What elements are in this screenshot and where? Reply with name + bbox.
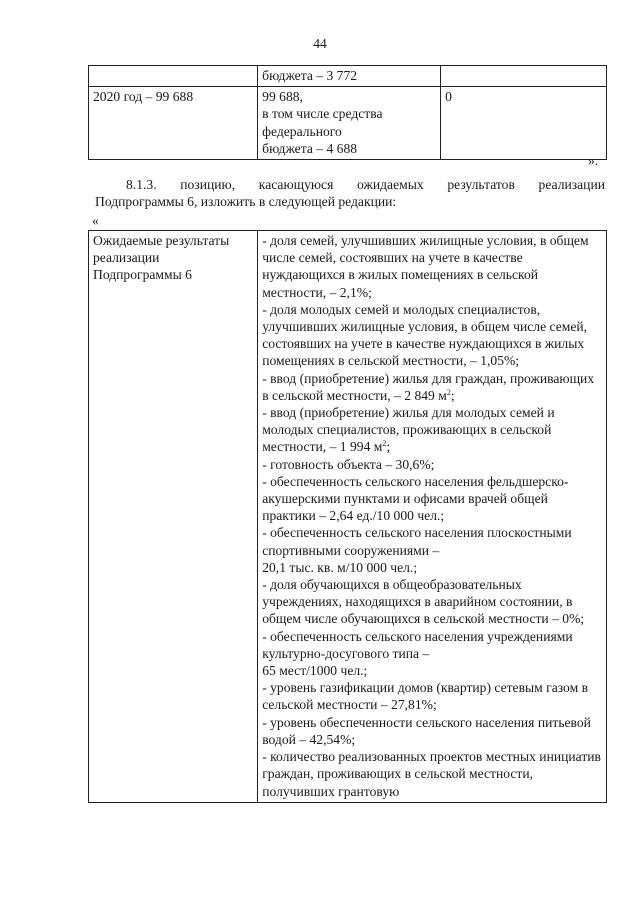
table-cell: бюджета – 3 772 xyxy=(258,66,441,87)
list-item-suffix: ; xyxy=(386,439,391,455)
list-item: - обеспеченность сельского населения учреждениями культурно-досугового типа – 65 мест/1000 чел.; xyxy=(262,628,573,679)
list-item: - доля обучающихся в общеобразовательных учреждениях, находящихся в аварийном состоянии, в общем числе обучающихся в сельской местности – 0%; xyxy=(262,577,585,627)
page-number: 44 xyxy=(313,36,327,51)
list-item: - обеспеченность сельского населения плоскостными спортивными сооружениями – 20,1 тыс. кв. м/10 000 чел.; xyxy=(262,525,572,575)
table-row xyxy=(89,66,607,87)
list-item: - обеспеченность сельского населения фельдшерско-акушерскими пунктами и офисами врачей общей практики – 2,64 ед./10 000 чел.; xyxy=(262,473,569,524)
table-row xyxy=(89,231,607,803)
table-cell xyxy=(89,66,258,87)
superscript: 2 xyxy=(382,439,387,449)
list-item: - доля семей, улучшивших жилищные условия, в общем числе семей, состоявших на учете в качестве нуждающихся в жилых помещениях в сельской местности, – 2,1%; xyxy=(262,233,589,300)
results-label: Ожидаемые результаты реализации Подпрограммы 6 xyxy=(89,231,258,803)
list-item xyxy=(262,370,601,404)
list-item: - уровень обеспеченности сельского населения питьевой водой – 42,54%; xyxy=(262,714,591,747)
results-table xyxy=(88,230,607,803)
list-item-text: - ввод (приобретение) жилья для молодых семей и молодых специалистов, проживающих в сельской местности, – 1 994 м xyxy=(262,405,555,455)
budget-table xyxy=(88,65,607,160)
closing-quote: ». xyxy=(588,153,599,168)
list-item xyxy=(262,404,601,456)
paragraph-line: 8.1.3. позицию, касающуюся ожидаемых результатов реализации xyxy=(126,177,605,192)
list-item-text: - ввод (приобретение) жилья для граждан, проживающих в сельской местности, – 2 849 м xyxy=(262,370,595,403)
superscript: 2 xyxy=(446,387,451,397)
paragraph-line: Подпрограммы 6, изложить в следующей редакции: xyxy=(95,194,397,210)
list-item: - доля молодых семей и молодых специалистов, улучшивших жилищные условия, в общем числе семей, состоявших на учете в качестве нуждающихся в жилых помещениях в сельской местности, – 1,05%; xyxy=(262,301,588,369)
results-list xyxy=(258,231,607,803)
list-item: - уровень газификации домов (квартир) сетевым газом в сельской местности – 27,81%; xyxy=(262,680,589,713)
table-cell: 0 xyxy=(441,87,607,160)
table-cell: 99 688, в том числе средства федерального бюджета – 4 688 xyxy=(258,87,441,160)
table-cell: 2020 год – 99 688 xyxy=(89,87,258,160)
list-item: - готовность объекта – 30,6%; xyxy=(262,456,435,472)
list-item: - количество реализованных проектов местных инициатив граждан, проживающих в сельской местности, получивших грантовую xyxy=(262,749,601,799)
table-cell xyxy=(441,66,607,87)
amendment-paragraph xyxy=(95,176,605,210)
table-row xyxy=(89,87,607,160)
opening-quote: « xyxy=(92,213,99,228)
list-item-suffix: ; xyxy=(450,387,455,403)
